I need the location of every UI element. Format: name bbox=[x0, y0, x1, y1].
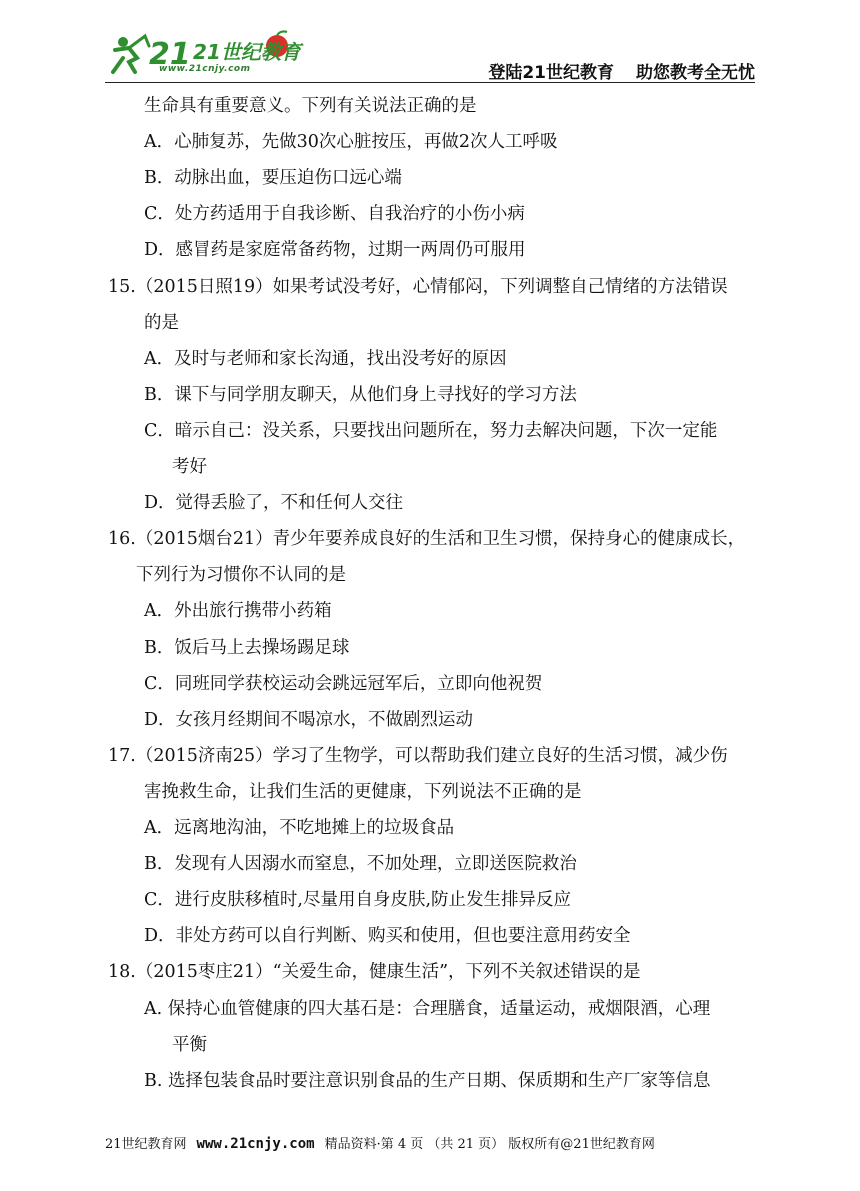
text-line: 下列行为习惯你不认同的是 bbox=[136, 565, 346, 586]
page-header bbox=[105, 28, 755, 84]
text-line: 17.（2015济南25）学习了生物学，可以帮助我们建立良好的生活习惯，减少伤 bbox=[108, 745, 728, 766]
text-line: 考好 bbox=[172, 457, 207, 477]
text-line: 16.（2015烟台21）青少年要养成良好的生活和卫生习惯，保持身心的健康成长， bbox=[108, 529, 746, 550]
text-line: C．处方药适用于自我诊断、自我治疗的小伤小病 bbox=[144, 204, 525, 225]
text-line: D．女孩月经期间不喝凉水，不做剧烈运动 bbox=[144, 709, 474, 730]
text-line: 18.（2015枣庄21）“关爱生命，健康生活”，下列不关叙述错误的是 bbox=[108, 962, 641, 983]
text-line: B. 选择包装食品时要注意识别食品的生产日期、保质期和生产厂家等信息 bbox=[144, 1070, 711, 1091]
text-line: A．及时与老师和家长沟通，找出没考好的原因 bbox=[144, 348, 507, 369]
logo-url-text: www.21cnjy.com bbox=[159, 64, 251, 74]
text-line: A．心肺复苏，先做30次心脏按压，再做2次人工呼吸 bbox=[144, 132, 558, 153]
header-divider bbox=[105, 82, 755, 83]
logo-title: 21世纪教育 bbox=[193, 40, 301, 64]
text-line: A. 保持心血管健康的四大基石是：合理膳食，适量运动，戒烟限酒，心理 bbox=[144, 998, 711, 1019]
brand-logo[interactable] bbox=[105, 28, 305, 82]
text-line: C．同班同学获校运动会跳远冠军后，立即向他祝贺 bbox=[144, 673, 543, 694]
text-line: B．饭后马上去操场踢足球 bbox=[144, 637, 350, 658]
text-line: 平衡 bbox=[172, 1034, 207, 1055]
text-line: B．发现有人因溺水而窒息，不加处理，立即送医院救治 bbox=[144, 854, 577, 875]
page-footer bbox=[105, 1133, 655, 1152]
text-line: D．感冒药是家庭常备药物，过期一两周仍可服用 bbox=[144, 240, 526, 261]
text-line: A．外出旅行携带小药箱 bbox=[144, 601, 332, 622]
footer-site-link[interactable]: www.21cnjy.com bbox=[196, 1136, 315, 1152]
footer-left: 21世纪教育网 bbox=[105, 1137, 187, 1152]
slogan-left: 登陆21世纪教育 bbox=[488, 63, 614, 83]
text-line: A．远离地沟油，不吃地摊上的垃圾食品 bbox=[144, 818, 455, 838]
text-line: C．进行皮肤移植时,尽量用自身皮肤,防止发生排异反应 bbox=[144, 890, 572, 911]
text-line: D．觉得丢脸了，不和任何人交往 bbox=[144, 493, 404, 514]
text-line: 害挽救生命，让我们生活的更健康，下列说法不正确的是 bbox=[144, 781, 582, 802]
svg-text:21: 21 bbox=[149, 37, 191, 72]
text-line: 生命具有重要意义。下列有关说法正确的是 bbox=[144, 96, 477, 116]
slogan-right: 助您教考全无忧 bbox=[636, 63, 755, 83]
footer-right: 精品资料·第 4 页 （共 21 页） 版权所有@21世纪教育网 bbox=[324, 1137, 655, 1152]
text-line: D．非处方药可以自行判断、购买和使用，但也要注意用药安全 bbox=[144, 926, 631, 947]
text-line: C．暗示自己：没关系，只要找出问题所在，努力去解决问题，下次一定能 bbox=[144, 420, 718, 441]
text-line: B．动脉出血，要压迫伤口远心端 bbox=[144, 168, 402, 189]
header-slogan bbox=[466, 58, 755, 83]
text-line: 15.（2015日照19）如果考试没考好，心情郁闷，下列调整自己情绪的方法错误 bbox=[108, 276, 728, 297]
text-line: B．课下与同学朋友聊天，从他们身上寻找好的学习方法 bbox=[144, 384, 577, 405]
text-line: 的是 bbox=[144, 312, 179, 333]
